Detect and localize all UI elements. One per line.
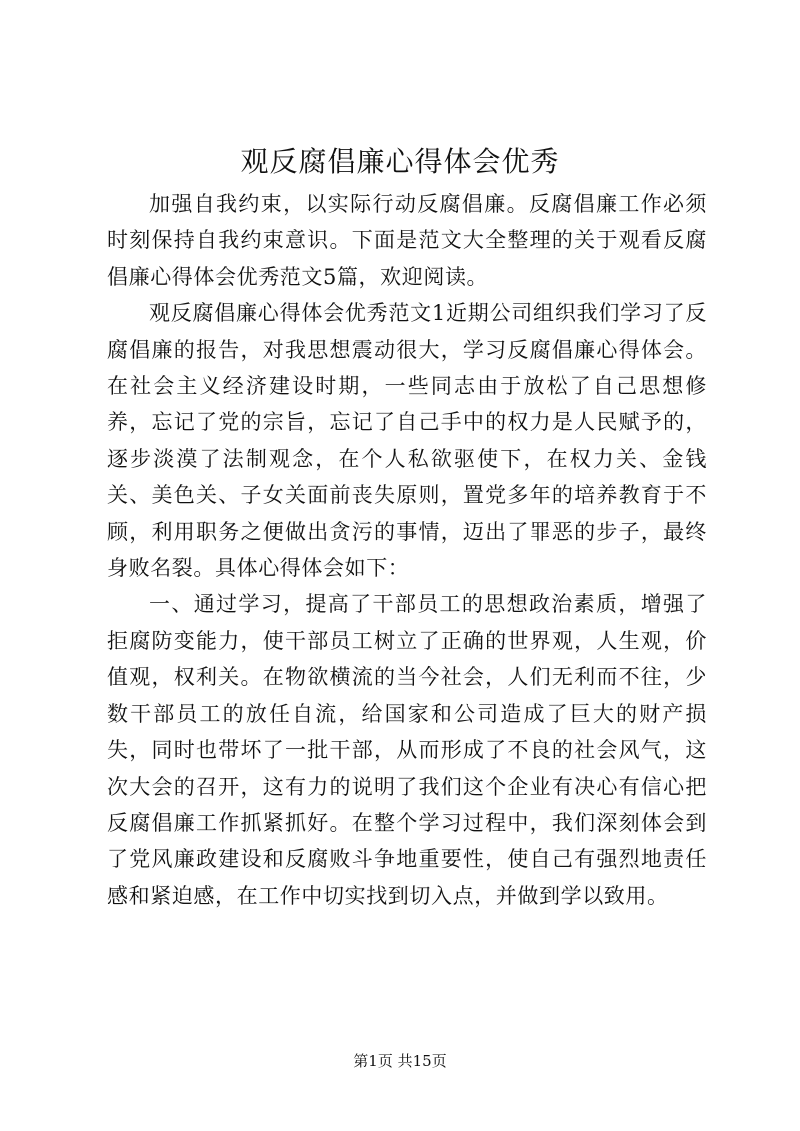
page-footer: 第1页 共15页 [353, 1052, 447, 1070]
paragraph-essay-one: 观反腐倡廉心得体会优秀范文1近期公司组织我们学习了反腐倡廉的报告，对我思想震动很大，学习反腐倡廉心得体会。在社会主义经济建设时期，一些同志由于放松了自己思想修养，忘记了党的宗旨，忘记了自己手中的权力是人民赋予的，逐步淡漠了法制观念，在个人私欲驱使下，在权力关、金钱关、美色关、子女关面前丧失原则，置党多年的培养教育于不顾，利用职务之便做出贪污的事情，迈出了罪恶的步子，最终身败名裂。具体心得体会如下： [107, 301, 707, 581]
paragraph-intro: 加强自我约束，以实际行动反腐倡廉。反腐倡廉工作必须时刻保持自我约束意识。下面是范文大全整理的关于观看反腐倡廉心得体会优秀范文5篇，欢迎阅读。 [107, 192, 707, 289]
paragraph-point-one: 一、通过学习，提高了干部员工的思想政治素质，增强了拒腐防变能力，使干部员工树立了正确的世界观，人生观，价值观，权利关。在物欲横流的当今社会，人们无利而不往，少数干部员工的放任自流，给国家和公司造成了巨大的财产损失，同时也带坏了一批干部，从而形成了不良的社会风气，这次大会的召开，这有力的说明了我们这个企业有决心有信心把反腐倡廉工作抓紧抓好。在整个学习过程中，我们深刻体会到了党风廉政建设和反腐败斗争地重要性，使自己有强烈地责任感和紧迫感，在工作中切实找到切入点，并做到学以致用。 [107, 592, 707, 908]
document-title: 观反腐倡廉心得体会优秀 [240, 145, 560, 178]
document-body [107, 186, 707, 914]
